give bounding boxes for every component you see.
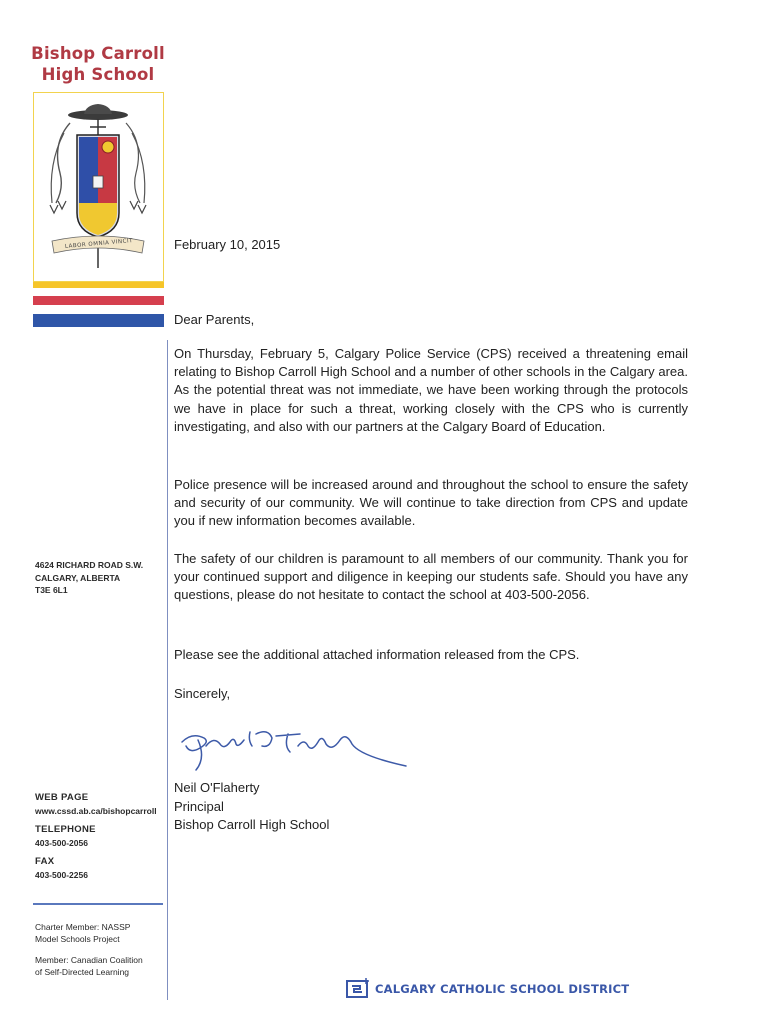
signature — [176, 718, 416, 783]
signature-icon — [176, 718, 416, 778]
signer-name: Neil O'Flaherty — [174, 780, 260, 795]
letter-date: February 10, 2015 — [174, 237, 281, 252]
contact-web — [35, 792, 157, 817]
letter-paragraph-1: On Thursday, February 5, Calgary Police Service (CPS) received a threatening email relating to Bishop Carroll High School and a number of other schools in the Calgary area. As the potential threat was not immediate, we have been working through the protocols we have in place for such a threat, working closely with the CPS who is currently investigating, and also with our partners at the Calgary Board of Education. — [174, 346, 688, 434]
signer-title: Principal — [174, 798, 224, 814]
sidebar-divider — [167, 340, 168, 1000]
address-postal: T3E 6L1 — [35, 585, 68, 595]
membership-2-line1: Member: Canadian Coalition — [35, 955, 143, 965]
school-name-line2: High School — [41, 65, 155, 84]
letter-paragraph-2: Police presence will be increased around and throughout the school to ensure the safety and security of our community. We will continue to take direction from CPS and update you if new information becomes available. — [174, 477, 688, 529]
stripe-red — [33, 296, 164, 305]
membership-nassp — [35, 922, 130, 945]
crest-motto: LABOR OMNIA VINCIT — [64, 238, 134, 250]
contact-phone — [35, 824, 96, 849]
letter-paragraph-3: The safety of our children is paramount to all members of our community. Thank you for your continued support and diligence in keeping our students safe. Should you have any questions, please do not hesitate to contact the school at 403-500-2056. — [174, 551, 688, 603]
district-logo-icon — [346, 977, 372, 999]
membership-1-line2: Model Schools Project — [35, 933, 120, 944]
phone-label: TELEPHONE — [35, 824, 96, 835]
letter-paragraph-4: Please see the additional attached information released from the CPS. — [174, 647, 580, 662]
sidebar-rule — [33, 903, 163, 905]
fax-value: 403-500-2256 — [35, 869, 88, 880]
school-name — [30, 43, 166, 85]
phone-value: 403-500-2056 — [35, 837, 88, 848]
address-street: 4624 RICHARD ROAD S.W. — [35, 560, 144, 570]
membership-coalition — [35, 955, 143, 978]
membership-1-line1: Charter Member: NASSP — [35, 922, 131, 932]
crest-icon — [34, 93, 163, 281]
district-name: CALGARY CATHOLIC SCHOOL DISTRICT — [375, 982, 630, 996]
stripe-blue — [33, 314, 164, 327]
school-name-line1: Bishop Carroll — [31, 44, 165, 63]
fax-label: FAX — [35, 856, 55, 867]
web-value[interactable]: www.cssd.ab.ca/bishopcarroll — [35, 805, 157, 816]
school-address — [35, 559, 143, 597]
signer-org: Bishop Carroll High School — [174, 817, 330, 832]
signer-block — [174, 779, 694, 835]
letter-salutation: Dear Parents, — [174, 312, 255, 327]
membership-2-line2: of Self-Directed Learning — [35, 966, 130, 977]
web-label: WEB PAGE — [35, 792, 89, 803]
letter-closing: Sincerely, — [174, 686, 231, 701]
school-crest — [33, 92, 164, 282]
stripe-yellow — [33, 282, 164, 288]
address-city: CALGARY, ALBERTA — [35, 572, 121, 583]
contact-fax — [35, 856, 88, 881]
district-logo — [346, 977, 372, 1004]
